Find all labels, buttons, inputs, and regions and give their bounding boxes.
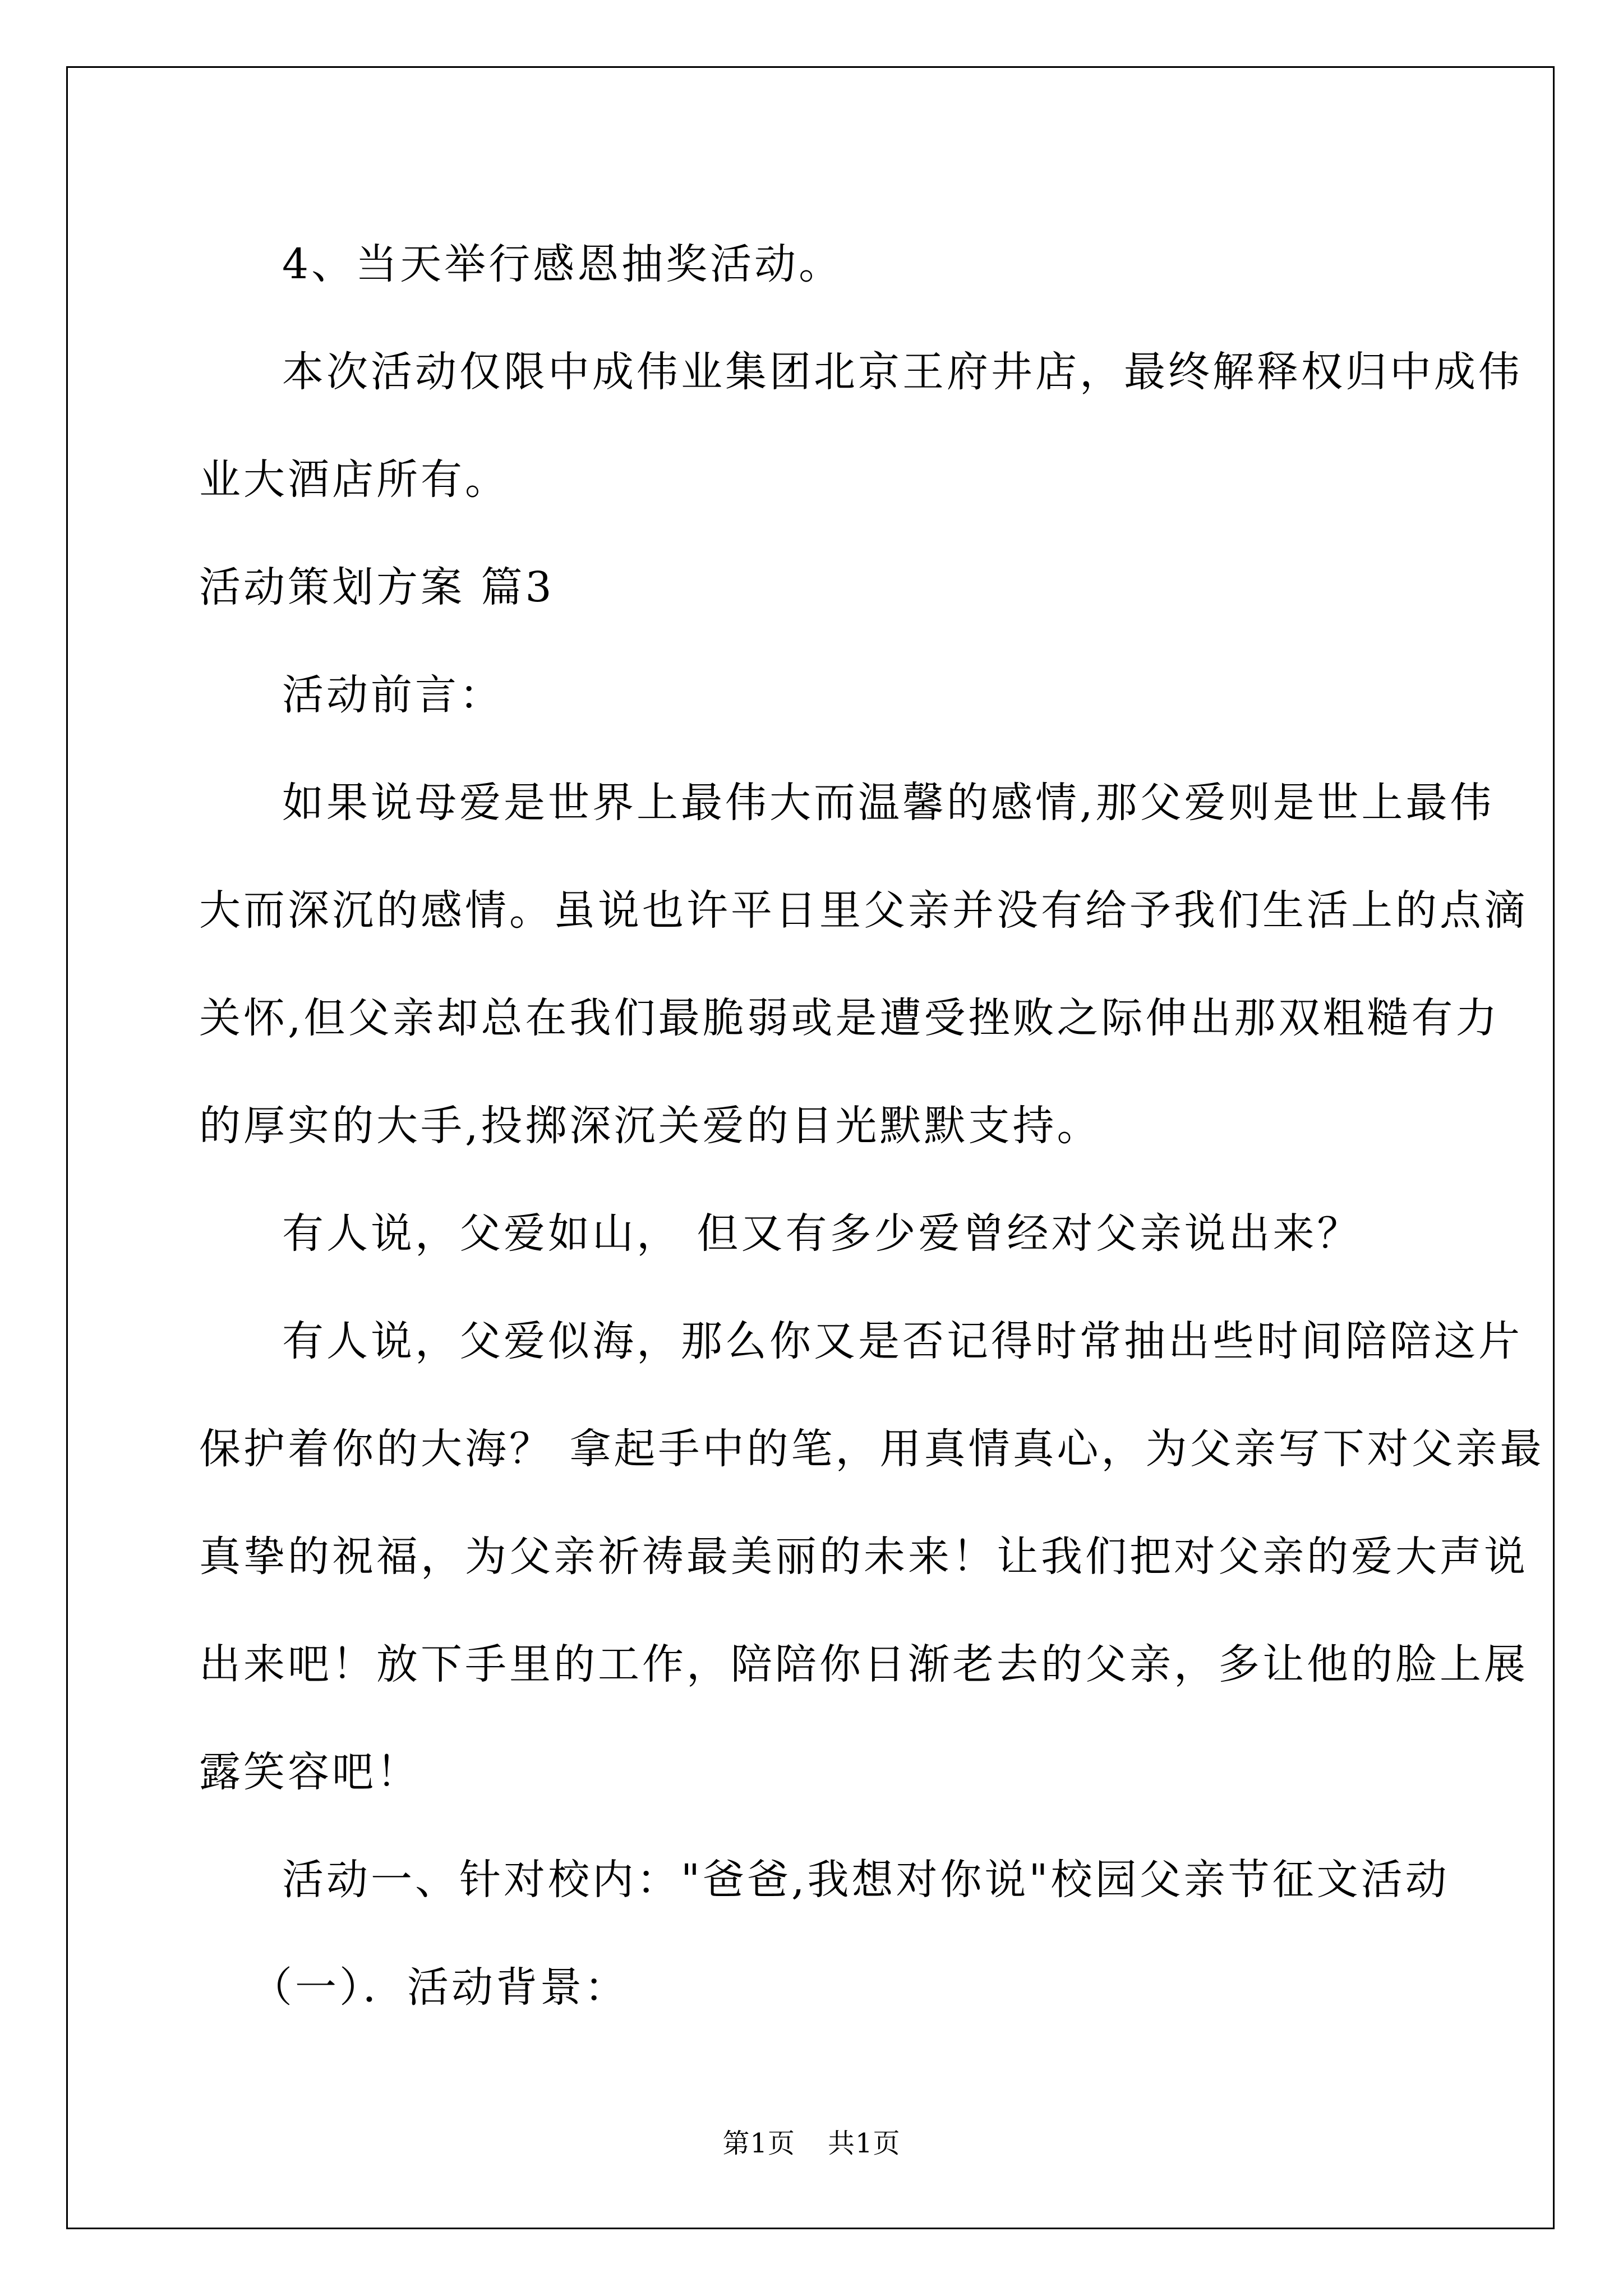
paragraph-line: 的厚实的大手,投掷深沉关爱的目光默默支持。 (199, 1102, 1101, 1150)
page-number: 第1页 (722, 2128, 795, 2159)
paragraph-line: 大而深沉的感情。虽说也许平日里父亲并没有给予我们生活上的点滴 (199, 886, 1528, 935)
section-heading: 活动策划方案 篇3 (199, 563, 555, 611)
paragraph-line: 有人说，父爱如山， 但又有多少爱曾经对父亲说出来？ (282, 1209, 1362, 1258)
paragraph-line: 有人说，父爱似海，那么你又是否记得时常抽出些时间陪陪这片 (282, 1317, 1523, 1365)
paragraph-line: 如果说母爱是世界上最伟大而温馨的感情,那父爱则是世上最伟 (282, 779, 1495, 827)
paragraph-line: 业大酒店所有。 (199, 455, 509, 504)
paragraph-line: 活动前言： (282, 671, 504, 719)
page-total: 共1页 (828, 2128, 901, 2159)
paragraph-line: 本次活动仅限中成伟业集团北京王府井店，最终解释权归中成伟 (282, 348, 1523, 396)
paragraph-line: 4、当天举行感恩抽奖活动。 (282, 240, 843, 288)
page-footer (0, 2122, 1623, 2160)
subsection-heading: （一）．活动背景： (251, 1963, 629, 2012)
paragraph-line: 保护着你的大海？ 拿起手中的笔，用真情真心，为父亲写下对父亲最 (199, 1425, 1544, 1473)
paragraph-line: 真挚的祝福，为父亲祈祷最美丽的未来！让我们把对父亲的爱大声说 (199, 1533, 1528, 1581)
document-body (199, 210, 1544, 2041)
paragraph-line: 出来吧！放下手里的工作，陪陪你日渐老去的父亲，多让他的脸上展 (199, 1640, 1528, 1688)
paragraph-line: 关怀,但父亲却总在我们最脆弱或是遭受挫败之际伸出那双粗糙有力 (199, 994, 1500, 1042)
paragraph-line: 活动一、针对校内："爸爸,我想对你说"校园父亲节征文活动 (282, 1856, 1450, 1904)
paragraph-line: 露笑容吧！ (199, 1748, 421, 1796)
